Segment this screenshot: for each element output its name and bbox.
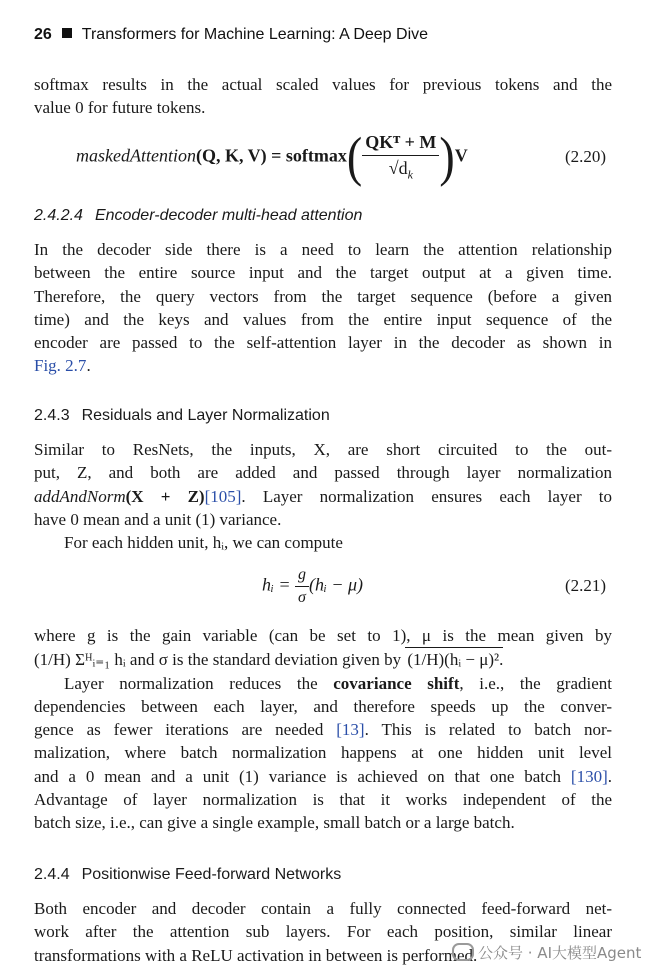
text-line: Both encoder and decoder contain a fully connected feed-forward net- — [34, 899, 612, 918]
text-line: encoder are passed to the self-attention layer in the decoder as shown in — [34, 333, 612, 353]
text-line: Advantage of layer normalization is that it works independent of the — [34, 790, 612, 810]
citation-link[interactable]: [105] — [204, 486, 242, 506]
text-line: work after the attention sub layers. For each position, similar linear — [34, 922, 612, 942]
right-paren-icon: ) — [439, 126, 455, 188]
running-title: Transformers for Machine Learning: A Deep Dive — [81, 26, 429, 43]
section-number: 2.4.3 — [34, 407, 70, 424]
wechat-icon — [452, 943, 474, 961]
text-line: addAndNorm(X + Z)[105]. Layer normalization ensures each layer to — [34, 486, 612, 506]
text-line: where g is the gain variable (can be set to 1), μ is the mean given by — [34, 626, 612, 645]
paragraph-encoder-decoder — [34, 238, 612, 378]
equation-2-20 — [76, 126, 468, 188]
text-line: batch size, i.e., can give a single example, small batch or a large batch. — [34, 813, 515, 833]
section-heading — [34, 866, 341, 884]
fraction-denominator: $√d_k$ — [388, 158, 413, 182]
fraction-numerator: QKᵀ + M — [362, 132, 439, 156]
equation-fraction: $\frac{g}{\sigma}$ — [295, 566, 309, 607]
text-line: between the entire source input and the target output at a given time. — [34, 263, 612, 283]
equation-fraction — [362, 132, 439, 183]
left-paren-icon: ( — [346, 126, 363, 188]
text-line: Layer normalization reduces the covariance shift, i.e., the gradient — [64, 673, 612, 693]
citation-link[interactable]: [13] — [336, 720, 365, 740]
section-number: 2.4.4 — [34, 866, 70, 883]
equation-2-21 — [262, 566, 363, 607]
text-line: In the decoder side there is a need to learn the attention relationship — [34, 240, 612, 259]
text-line: softmax results in the actual scaled values for previous tokens and the — [34, 75, 612, 94]
text-line: Similar to ResNets, the inputs, X, are short circuited to the out- — [34, 440, 612, 459]
text-line: transformations with a ReLU activation in between is performed. — [34, 945, 478, 965]
equation-number: (2.20) — [565, 147, 607, 166]
bold-term: covariance shift — [333, 673, 460, 693]
text-line: gence as fewer iterations are needed [13]. This is related to batch nor- — [34, 720, 612, 740]
equation-function-name: maskedAttention — [76, 145, 196, 166]
function-name: addAndNorm — [34, 486, 126, 506]
paragraph-layer-norm — [34, 624, 612, 835]
subsection-heading — [34, 207, 362, 225]
equation-rhs: (hᵢ − μ) — [309, 574, 364, 595]
watermark — [452, 942, 641, 963]
section-title: Positionwise Feed-forward Networks — [81, 866, 342, 883]
text-line: time) and the keys and values from the entire input sequence of the — [34, 309, 612, 329]
section-title: Residuals and Layer Normalization — [81, 407, 330, 424]
square-root-expression: (1/H)(hᵢ − μ)². — [405, 647, 503, 671]
text-line: have 0 mean and a unit (1) variance. — [34, 509, 282, 529]
subsection-number: 2.4.2.4 — [34, 207, 83, 224]
figure-link[interactable]: Fig. 2.7 — [34, 356, 87, 376]
text-line: For each hidden unit, hᵢ, we can compute — [64, 533, 343, 553]
paragraph-residuals — [34, 438, 612, 554]
text-line: (1/H) Σᴴᵢ₌₁ hᵢ and σ is the standard deviation given by (1/H)(hᵢ − μ)². — [34, 647, 612, 671]
equation-arguments: (Q, K, V) = softmax — [195, 145, 347, 166]
running-header — [34, 26, 428, 44]
watermark-text: 公众号 · AI大模型Agent — [478, 944, 642, 962]
text-line: put, Z, and both are added and passed through layer normalization — [34, 463, 612, 483]
equation-trailing-matrix: V — [454, 145, 468, 166]
text-line: Fig. 2.7. — [34, 356, 91, 376]
text-line: dependencies between each layer, and therefore speeds up the conver- — [34, 696, 612, 716]
intro-paragraph — [34, 73, 612, 120]
text-line: Therefore, the query vectors from the target sequence (before a given — [34, 286, 612, 306]
subsection-title: Encoder-decoder multi-head attention — [94, 207, 363, 224]
equation-number: (2.21) — [565, 576, 607, 595]
citation-link[interactable]: [130] — [570, 766, 608, 786]
section-heading — [34, 407, 330, 425]
text-line: value 0 for future tokens. — [34, 98, 206, 118]
text-line: malization, where batch normalization happens at one hidden unit level — [34, 743, 612, 763]
equation-lhs: hᵢ = — [262, 574, 295, 595]
page-number: 26 — [34, 26, 52, 43]
text-line: and a 0 mean and a unit (1) variance is achieved on that one batch [130]. — [34, 766, 612, 786]
square-bullet-icon — [62, 28, 72, 38]
